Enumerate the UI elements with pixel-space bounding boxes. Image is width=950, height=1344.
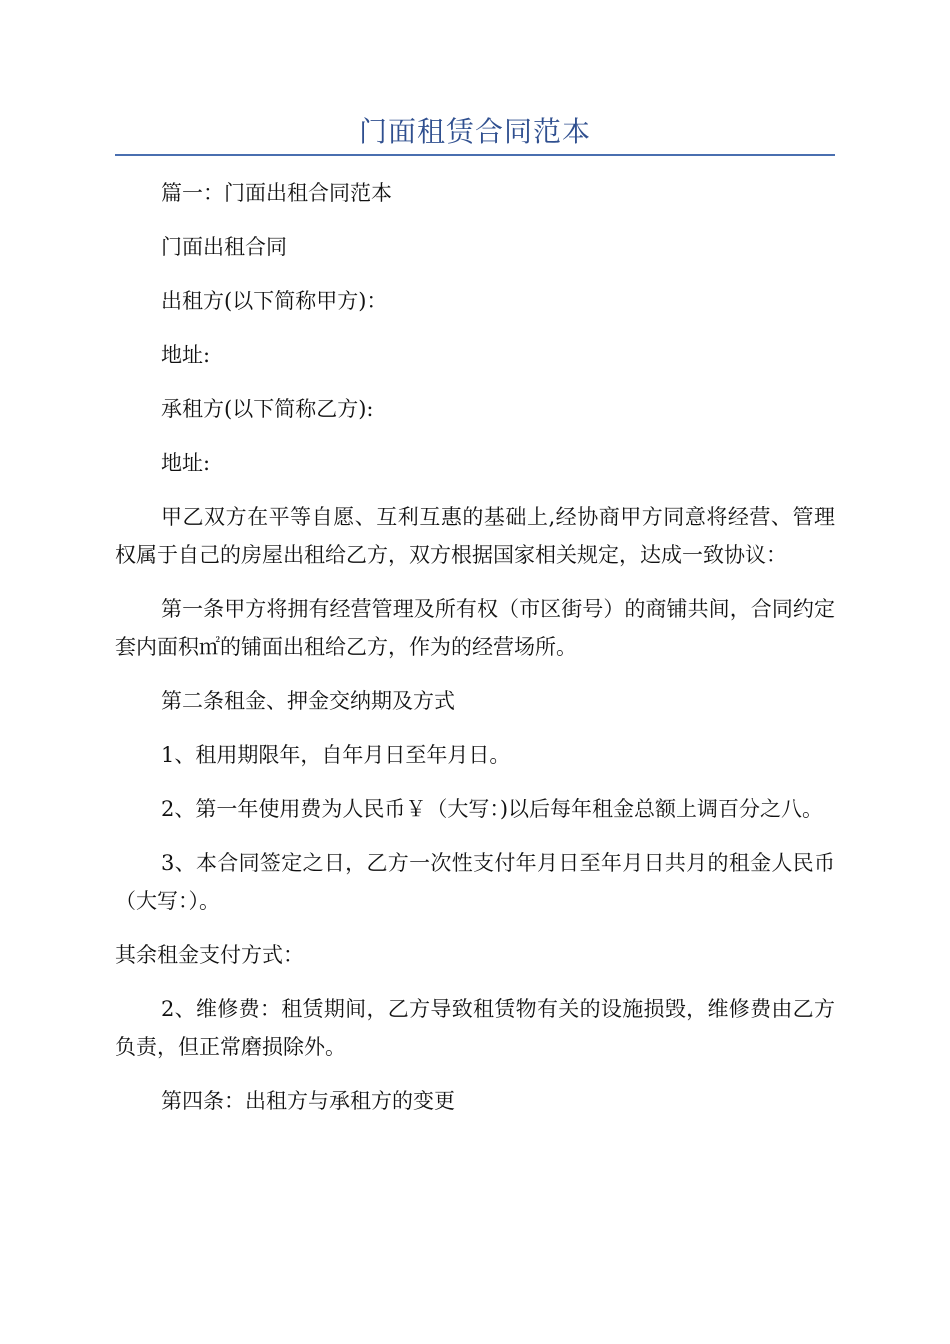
paragraph-lessor: 出租方(以下简称甲方)： bbox=[161, 289, 388, 313]
paragraph-article-4-heading: 第四条：出租方与承租方的变更 bbox=[161, 1089, 455, 1113]
paragraph-preamble: 甲乙双方在平等自愿、互利互惠的基础上,经协商甲方同意将经营、管理权属于自己的房屋出租给乙方，双方根据国家相关规定，达成一致协议： bbox=[115, 505, 835, 567]
paragraph-item-2: 2、第一年使用费为人民币￥（大写：)以后每年租金总额上调百分之八。 bbox=[161, 797, 824, 821]
paragraph-article-1: 第一条甲方将拥有经营管理及所有权（市区街号）的商铺共间，合同约定套内面积㎡的铺面出租给乙方，作为的经营场所。 bbox=[115, 597, 835, 659]
paragraph-item-1: 1、租用期限年，自年月日至年月日。 bbox=[161, 743, 511, 767]
document-body bbox=[115, 174, 835, 1136]
paragraph-other-rent: 其余租金支付方式： bbox=[115, 943, 304, 967]
paragraph-section-heading: 篇一：门面出租合同范本 bbox=[161, 181, 392, 205]
paragraph-article-2-heading: 第二条租金、押金交纳期及方式 bbox=[161, 689, 455, 713]
paragraph-maintenance: 2、维修费：租赁期间，乙方导致租赁物有关的设施损毁，维修费由乙方负责，但正常磨损除外。 bbox=[115, 997, 835, 1059]
paragraph-lessee: 承租方(以下简称乙方): bbox=[161, 397, 374, 421]
paragraph-item-3: 3、本合同签定之日，乙方一次性支付年月日至年月日共月的租金人民币（大写：）。 bbox=[115, 851, 835, 913]
paragraph-lessor-address: 地址: bbox=[161, 343, 211, 367]
paragraph-contract-name: 门面出租合同 bbox=[161, 235, 287, 259]
document-title: 门面租赁合同范本 bbox=[358, 115, 591, 148]
paragraph-lessee-address: 地址: bbox=[161, 451, 211, 475]
title-underline bbox=[115, 154, 835, 156]
